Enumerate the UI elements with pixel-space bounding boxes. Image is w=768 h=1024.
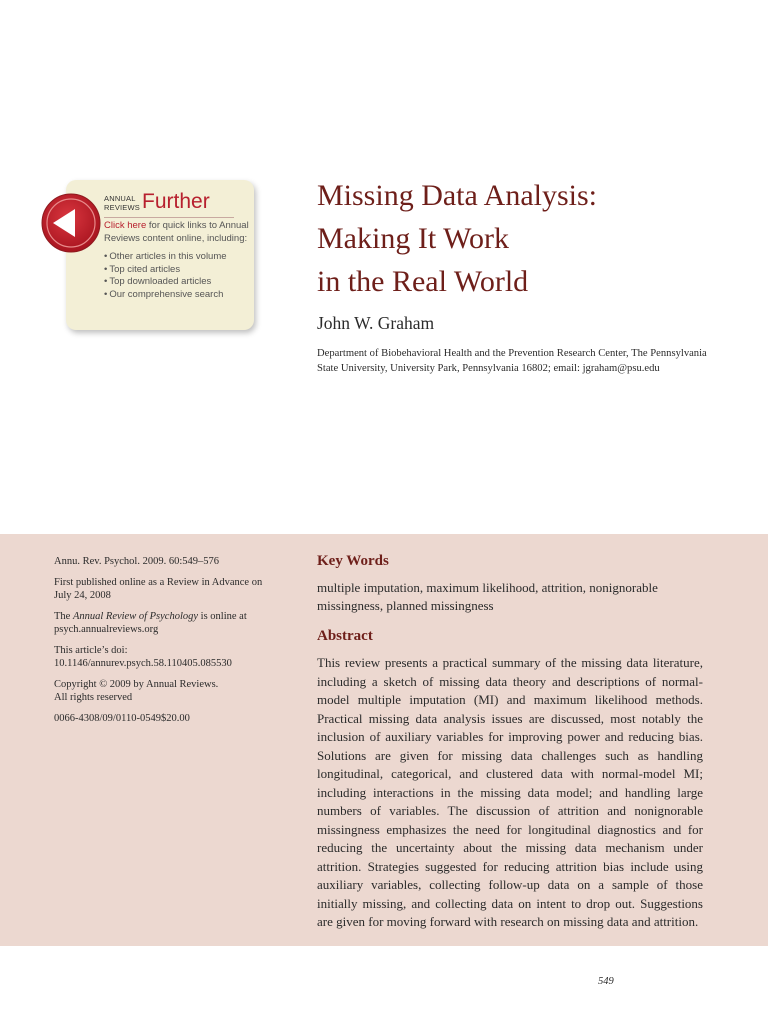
further-arrow-icon[interactable] — [40, 192, 102, 254]
click-here-link[interactable]: Click here — [104, 220, 147, 231]
title-line-1: Missing Data Analysis: — [317, 179, 598, 212]
doi-block: This article’s doi: 10.1146/annurev.psych.58.110405.085530 — [54, 644, 232, 669]
online-note: The Annual Review of Psychology is online at psych.annualreviews.org — [54, 610, 247, 635]
journal-name: Annual Review of Psychology — [72, 610, 199, 622]
article-title — [317, 174, 737, 303]
further-intro: for quick links to Annual Reviews content online, including: — [104, 220, 249, 244]
further-item-search[interactable]: • Our comprehensive search — [104, 289, 249, 302]
further-item-cited[interactable]: • Top cited articles — [104, 264, 249, 277]
published-date: First published online as a Review in Advance on July 24, 2008 — [54, 576, 263, 601]
further-divider — [104, 217, 234, 218]
copyright-block: Copyright © 2009 by Annual Reviews. All rights reserved — [54, 678, 219, 703]
keywords-text: multiple imputation, maximum likelihood, attrition, nonignorable missingness, planned missingness — [317, 580, 658, 613]
annual-reviews-label: ANNUAL REVIEWS — [104, 194, 140, 212]
doi: 10.1146/annurev.psych.58.110405.085530 — [54, 658, 232, 669]
title-line-3: in the Real World — [317, 265, 529, 298]
price-code: 0066-4308/09/0110-0549$20.00 — [54, 712, 190, 724]
keywords-heading: Key Words — [317, 553, 389, 569]
abstract-text: This review presents a practical summary of the missing data literature, including a sketch of missing data theory and descriptions of normal-model multiple imputation (MI) and maximum likelihood methods. Practical missing data analysis issues are discussed, most notably the inclusion of auxiliary variables for improving power and reducing bias. Solutions are given for missing data challenges such as handling longitudinal, categorical, and clustered data with normal-model MI; including interactions in the missing data model; and handling large numbers of variables. The discussion of attrition and nonignorable missingness emphasizes the need for longitudinal diagnostics and for reducing the uncertainty about the missing data mechanism under attrition. Strategies suggested for reducing attrition bias include using auxiliary variables, collecting follow-up data on a sample of those initially missing, and collecting data on intent to drop out. Suggestions are given for moving forward with research on missing data and attrition. — [317, 655, 703, 929]
further-body — [104, 220, 249, 301]
abstract-heading: Abstract — [317, 628, 373, 644]
further-header — [104, 192, 244, 218]
page-number: 549 — [598, 976, 614, 987]
further-title: Further — [142, 190, 210, 213]
further-item-downloaded[interactable]: • Top downloaded articles — [104, 276, 249, 289]
title-line-2: Making It Work — [317, 222, 510, 255]
citation: Annu. Rev. Psychol. 2009. 60:549–576 — [54, 556, 219, 567]
author-affiliation: Department of Biobehavioral Health and the Prevention Research Center, The Pennsylvania State University, University Park, Pennsylvania 16802; email: jgraham@psu.edu — [317, 348, 707, 374]
further-item-volume[interactable]: • Other articles in this volume — [104, 251, 249, 264]
further-list — [104, 251, 249, 301]
author-name: John W. Graham — [317, 313, 435, 333]
article-metadata — [54, 555, 274, 732]
